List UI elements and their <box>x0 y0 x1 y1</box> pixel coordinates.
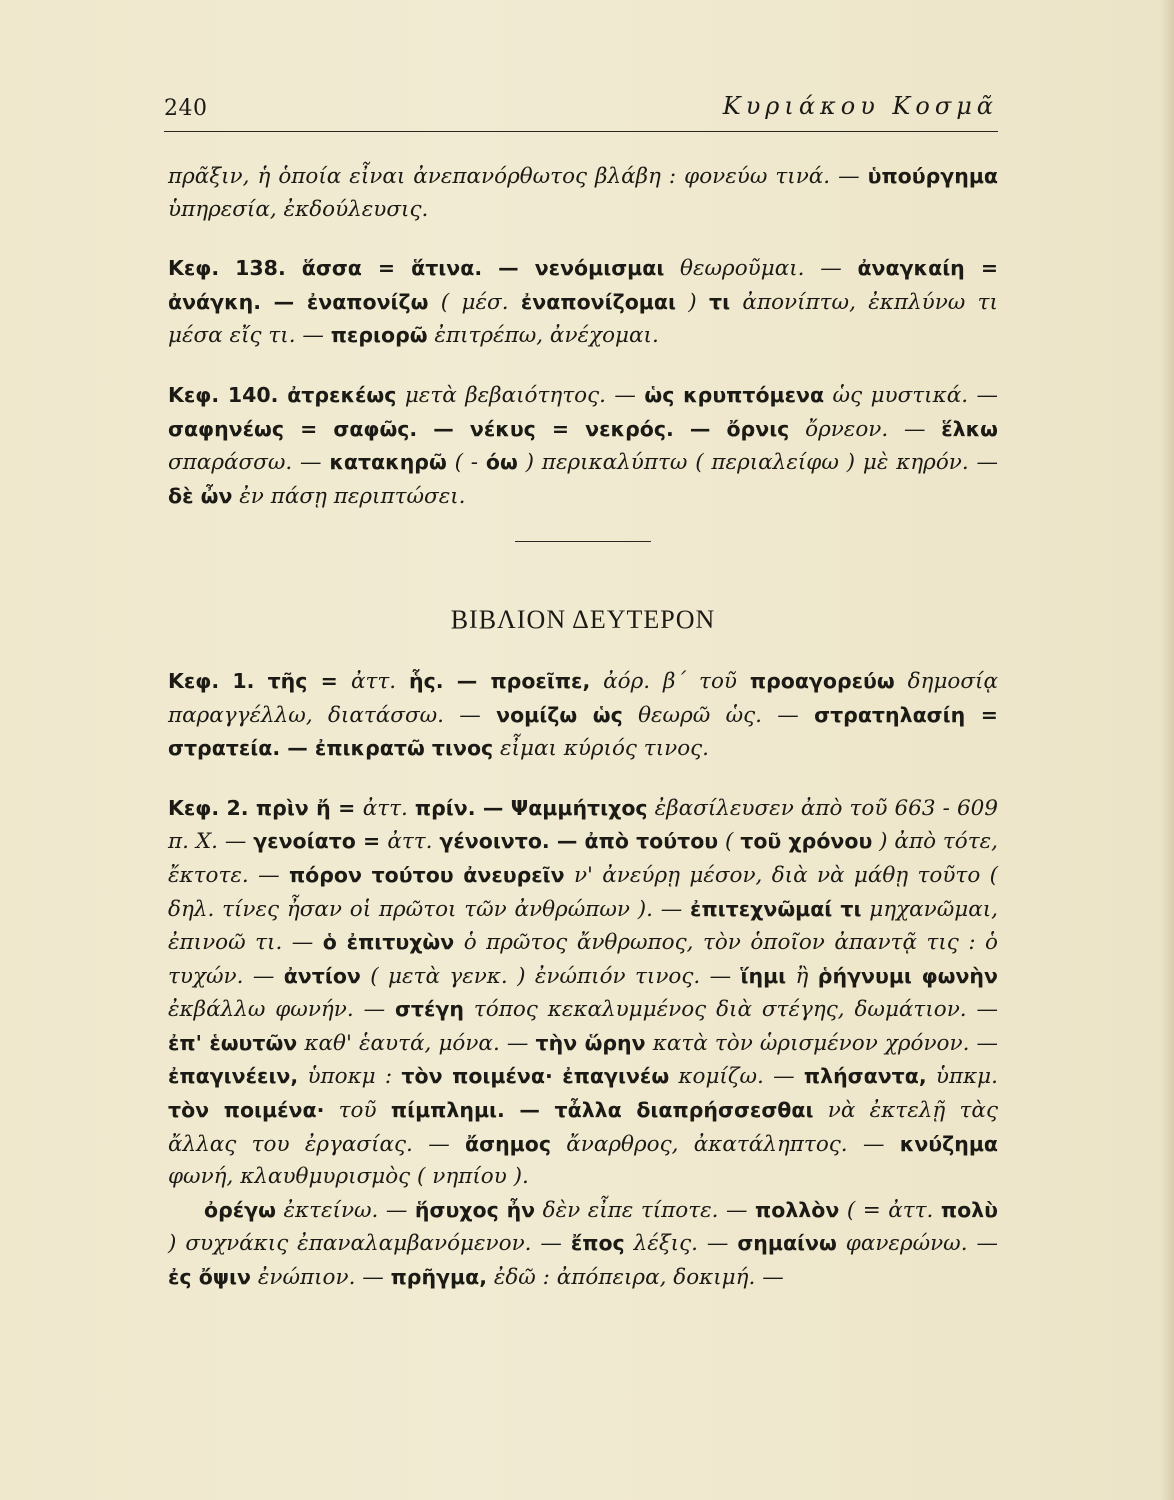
commentary-paragraph <box>168 1194 998 1295</box>
gloss-text: μηχανῶμαι, ἐπινοῶ τι. — <box>168 896 999 956</box>
headword: ἵημι <box>740 963 787 988</box>
page-number: 240 <box>164 96 208 121</box>
headword: ἧς. — προεῖπε, <box>409 668 591 693</box>
headword: περιορῶ <box>330 323 428 348</box>
headword: στέγη <box>394 997 464 1022</box>
gloss-text: ἢ <box>786 963 818 989</box>
headword: ἔπος <box>570 1231 625 1256</box>
headword: πίμπλημι. — τἆλλα διαπρήσσεσθαι <box>390 1098 814 1123</box>
gloss-text: ἐκτείνω. — <box>275 1197 415 1223</box>
headword: ἄσημος <box>465 1131 551 1156</box>
headword: ἐπιτεχνῶμαί τι <box>690 896 862 921</box>
headword: σημαίνω <box>737 1231 837 1256</box>
gloss-text: λέξις. — <box>624 1231 738 1257</box>
headword: πρῆγμα, <box>390 1265 487 1290</box>
headword: δὲ ὦν <box>168 483 233 508</box>
headword: νομίζω ὡς <box>496 702 623 727</box>
book-title: ΒΙΒΛΙΟΝ ΔΕΥΤΕΡΟΝ <box>450 605 716 635</box>
gloss-text: ἄναρθρος, ἀκατάληπτος. — <box>550 1131 900 1157</box>
gloss-text: ἐκβάλλω φωνήν. — <box>168 997 395 1023</box>
gloss-text: ἐνώπιον. — <box>251 1265 391 1291</box>
gloss-text: εἶμαι κύριός τινος. <box>493 736 710 762</box>
gloss-text: καθ' ἑαυτά, μόνα. — <box>297 1030 536 1056</box>
gloss-text: ἐπιτρέπω, ἀνέχομαι. <box>427 323 659 349</box>
headword: τὸν ποιμένα· ἐπαγινέω <box>401 1064 670 1089</box>
gloss-text: ν' ἀνεύρῃ μέσον, διὰ νὰ μάθῃ τοῦτο ( δηλ. τίνες ἦσαν οἱ πρῶτοι τῶν ἀνθρώπων ). — <box>168 862 999 922</box>
gloss-text: θεωρῶ ὡς. — <box>622 702 815 728</box>
gloss-text: νὰ ἐκτελῇ τὰς ἄλλας του ἐργασίας. — <box>168 1098 998 1157</box>
headword: ὀρέγω <box>204 1197 276 1222</box>
headword: πολλὸν <box>755 1197 840 1222</box>
gloss-text: ( <box>718 829 741 855</box>
headword: ἐπαγινέειν, <box>168 1064 299 1089</box>
gloss-text: πρᾶξιν, ἡ ὁποία εἶναι ἀνεπανόρθωτος βλάβη : φονεύω τινά. — <box>168 164 868 189</box>
headword: κνύζημα <box>899 1131 999 1156</box>
headword: πλήσαντα, <box>803 1064 927 1089</box>
gloss-text: ὑπηρεσία, ἐκδούλευσις. <box>168 196 429 222</box>
headword: ἐς ὄψιν <box>168 1265 252 1290</box>
headword: γένοιντο. — ἀπὸ τούτου <box>439 829 719 854</box>
headword: ἀναγκαίη = ἀνάγκη. — ἐναπονίζω <box>168 256 998 314</box>
page-body <box>168 160 998 1295</box>
gloss-text: ἀττ. <box>387 829 440 855</box>
headword: ὑπούργημα <box>867 164 998 188</box>
headword: Κεφ. 2. πρὶν ἤ = <box>168 795 363 820</box>
headword: στρατηλασίη = στρατεία. — ἐπικρατῶ τινος <box>168 702 998 761</box>
gloss-text: ( μετὰ γενκ. ) ἐνώπιόν τινος. — <box>360 963 741 989</box>
headword: πολὺ <box>940 1197 998 1222</box>
gloss-text: ( - <box>446 450 486 476</box>
header-rule <box>164 131 998 132</box>
commentary-section-book-two <box>168 665 998 1295</box>
gloss-text: ἀόρ. β΄ τοῦ <box>590 668 750 694</box>
gloss-text: σπαράσσω. — <box>168 450 330 476</box>
gloss-text: ) ἀπὸ τότε, ἔκτοτε. — <box>168 829 998 888</box>
commentary-paragraph <box>168 379 998 513</box>
gloss-text: ὑπκμ. <box>926 1064 998 1090</box>
gloss-text: κομίζω. — <box>669 1064 804 1090</box>
headword: κατακηρῶ <box>329 450 447 475</box>
commentary-section-book-one <box>168 160 998 513</box>
gloss-text: μετὰ βεβαιότητος. — <box>396 382 645 408</box>
headword: ὁ ἐπιτυχὼν <box>322 930 455 955</box>
gloss-text: ( = ἀττ. <box>839 1197 941 1223</box>
headword: ῥήγνυμι φωνὴν <box>817 963 998 988</box>
headword: Κεφ. 1. τῆς = <box>168 668 351 693</box>
gloss-text: φανερώνω. — <box>836 1231 998 1257</box>
headword: γενοίατο = <box>253 829 388 854</box>
gloss-text: ὑποκμ : <box>298 1064 402 1090</box>
gloss-text: ἐδῶ : ἀπόπειρα, δοκιμή. — <box>486 1265 784 1291</box>
gloss-text: ἀπονίπτω, ἐκπλύνω τι μέσα εἴς τι. — <box>168 289 998 349</box>
gloss-text: ὡς μυστικά. — <box>824 382 999 408</box>
gloss-text: θεωροῦμαι. — <box>664 256 858 282</box>
commentary-paragraph <box>168 160 998 226</box>
headword: ἐναπονίζομαι <box>520 289 676 314</box>
gloss-text: ὄρνεον. — <box>789 416 942 442</box>
headword: όω <box>485 450 518 475</box>
gloss-text: δημοσίᾳ παραγγέλλω, διατάσσω. — <box>168 668 998 728</box>
headword: τὴν ὥρην <box>535 1030 646 1055</box>
gloss-text: ) συχνάκις ἐπαναλαμβανόμενον. — <box>168 1231 571 1257</box>
gloss-text: ) περικαλύπτω ( περιαλείφω ) μὲ κηρόν. — <box>517 450 998 476</box>
headword: ἀντίον <box>283 963 361 988</box>
gloss-text: φωνή, κλαυθμυρισμὸς ( νηπίου ). <box>168 1164 529 1190</box>
headword: Κεφ. 140. ἀτρεκέως <box>168 382 397 407</box>
headword: τοῦ χρόνου <box>740 829 873 854</box>
headword: πρίν. — Ψαμμήτιχος <box>414 795 648 820</box>
commentary-paragraph <box>168 792 998 1194</box>
gloss-text: κατὰ τὸν ὡρισμένον χρόνον. — <box>645 1030 999 1056</box>
headword: τὸν ποιμένα· <box>168 1098 325 1123</box>
running-head: Κυριάκου Κοσμᾶ <box>722 92 998 120</box>
headword: ἐπ' ἑωυτῶν <box>168 1030 298 1055</box>
headword: ἥσυχος ἦν <box>414 1197 536 1222</box>
page-header <box>164 92 998 132</box>
commentary-paragraph <box>168 665 998 766</box>
page-edge-shadow <box>1160 0 1174 1500</box>
headword: ἕλκω <box>941 416 998 441</box>
headword: πόρον τούτου ἀνευρεῖν <box>288 862 565 887</box>
headword: προαγορεύω <box>749 668 895 693</box>
gloss-text: τοῦ <box>324 1098 391 1124</box>
gloss-text: ( μέσ. <box>428 289 521 315</box>
gloss-text: ἀττ. <box>362 795 415 821</box>
gloss-text: ἀττ. <box>350 668 410 694</box>
section-separator-rule <box>515 541 651 542</box>
headword: τι <box>709 289 731 314</box>
gloss-text: ἐν πάσῃ περιπτώσει. <box>232 483 466 509</box>
gloss-text: τόπος κεκαλυμμένος διὰ στέγης, δωμάτιον. — <box>464 997 998 1023</box>
headword: Κεφ. 138. ἅσσα = ἅτινα. — νενόμισμαι <box>168 256 665 281</box>
gloss-text: δὲν εἶπε τίποτε. — <box>535 1197 756 1223</box>
headword: σαφηνέως = σαφῶς. — νέκυς = νεκρός. — ὄρνις <box>168 416 790 441</box>
gloss-text: ) <box>675 289 710 315</box>
commentary-paragraph <box>168 252 998 353</box>
gloss-text: ἐβασίλευσεν ἀπὸ τοῦ 663 - 609 π. Χ. — <box>168 795 998 855</box>
headword: ὡς κρυπτόμενα <box>644 382 825 407</box>
gloss-text: ὁ πρῶτος ἄνθρωπος, τὸν ὁποῖον ἀπαντᾷ τις : ὁ τυχών. — <box>168 930 998 989</box>
